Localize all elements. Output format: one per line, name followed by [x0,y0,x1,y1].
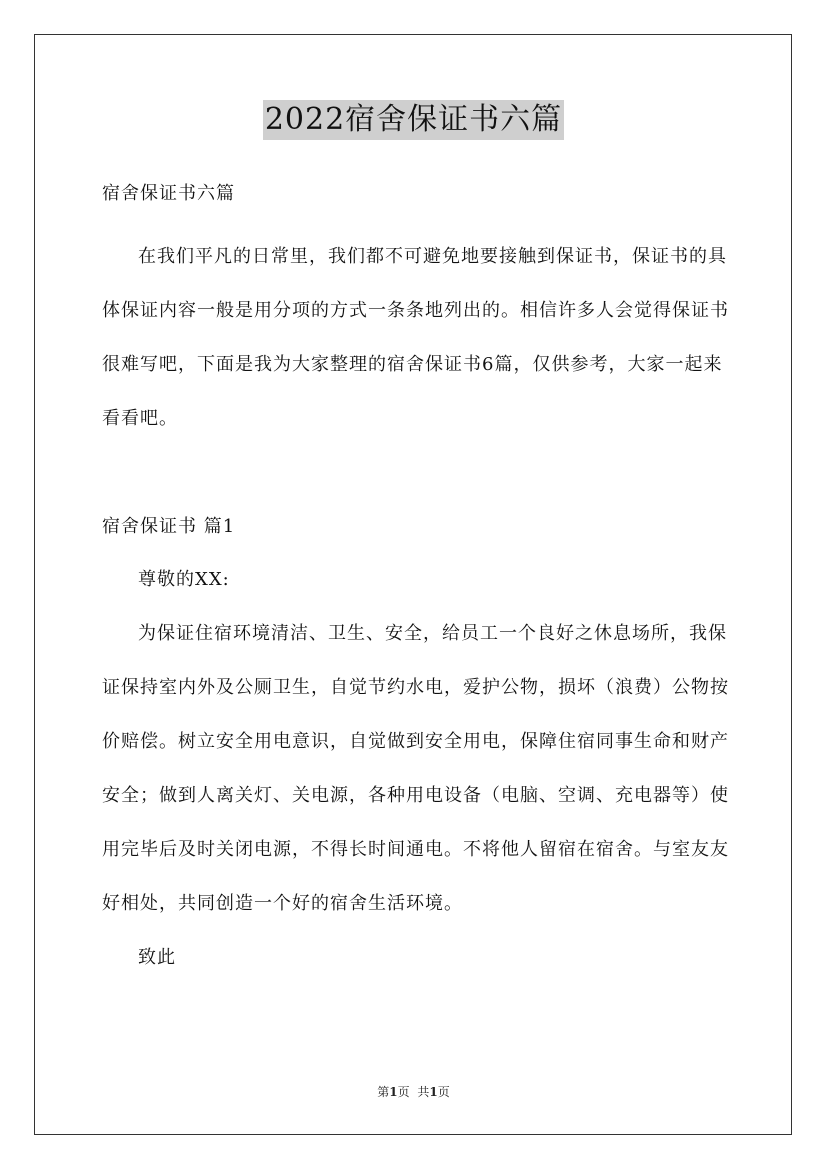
section-1-heading: 宿舍保证书 篇1 [102,516,236,537]
intro-heading: 宿舍保证书六篇 [102,183,235,204]
total-pages: 1 [429,1085,438,1099]
page-suffix: 页 [397,1085,410,1099]
document-body [102,168,738,985]
closing-text: 致此 [138,947,176,968]
salutation: 尊敬的XX: [138,569,230,590]
title-container [0,100,827,140]
spacer [102,220,738,230]
intro-paragraph: 在我们平凡的日常里，我们都不可避免地要接触到保证书，保证书的具体保证内容一般是用分项的方式一条条地列出的。相信许多人会觉得保证书很难写吧，下面是我为大家整理的宿舍保证书6篇，仅供参考，大家一起来看看吧。 [102,246,729,429]
page-footer [0,1083,827,1100]
page-number: 1 [389,1085,398,1099]
page-prefix: 第 [377,1085,390,1099]
total-prefix: 共 [417,1085,430,1099]
body-paragraph: 为保证住宿环境清洁、卫生、安全，给员工一个良好之休息场所，我保证保持室内外及公厕卫生，自觉节约水电，爱护公物，损坏（浪费）公物按价赔偿。树立安全用电意识，自觉做到安全用电，保障住宿同事生命和财产安全；做到人离关灯、关电源，各种用电设备（电脑、空调、充电器等）使用完毕后及时关闭电源，不得长时间通电。不将他人留宿在宿舍。与室友友好相处，共同创造一个好的宿舍生活环境。 [102,623,729,914]
document-title: 2022宿舍保证书六篇 [263,100,564,140]
total-suffix: 页 [437,1085,450,1099]
spacer [102,446,738,501]
